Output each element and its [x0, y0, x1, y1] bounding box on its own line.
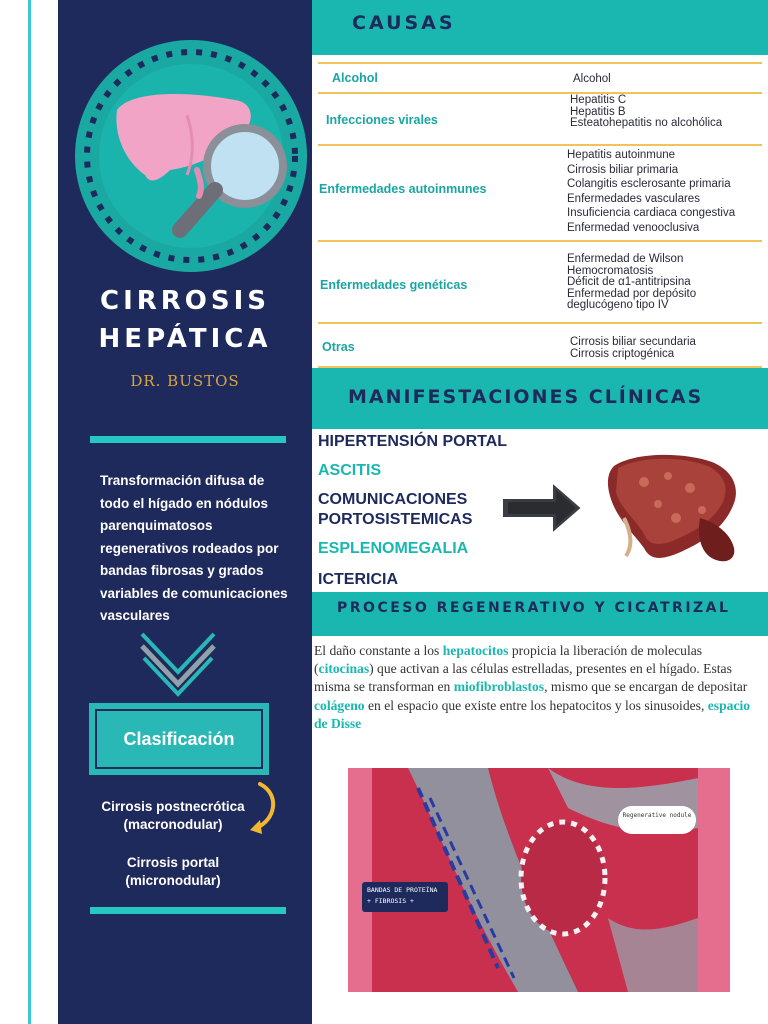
manifestaciones-title: MANIFESTACIONES CLÍNICAS: [348, 386, 704, 408]
definition-text: Transformación difusa de todo el hígado en nódulos parenquimatosos regenerativos rodeados por bandas fibrosas y grados variables de comunicaciones vasculares: [100, 473, 288, 623]
histology-texture: [348, 768, 730, 992]
cause-detail: Hepatitis C: [570, 94, 627, 106]
highlight-citocinas: citocinas: [318, 661, 370, 677]
classification-type-postnecrotic: [78, 798, 268, 834]
cause-other: Otras: [322, 340, 355, 354]
proceso-title: PROCESO REGENERATIVO Y CICATRIZAL: [337, 600, 731, 616]
title-line-2: HEPÁTICA: [98, 324, 272, 354]
cause-detail: Enfermedades vasculares: [567, 192, 700, 205]
proceso-paragraph: [314, 642, 760, 733]
table-divider: [318, 92, 762, 94]
liver-logo: [75, 40, 307, 272]
type-name: Cirrosis portal: [126, 855, 220, 870]
table-divider: [318, 322, 762, 324]
arrow-right-icon: [498, 478, 586, 538]
paragraph-text: en el espacio que existe entre los hepatocitos y los sinusoides,: [364, 697, 708, 713]
cause-detail: Enfermedad venooclusiva: [567, 221, 700, 234]
cause-detail: Déficit de α1-antitripsina: [567, 276, 691, 288]
chevron-down-icon: [138, 628, 218, 698]
classification-type-portal: [78, 854, 268, 890]
cause-detail: Cirrosis biliar secundaria: [570, 336, 696, 348]
table-divider: [318, 144, 762, 146]
sidebar: [58, 0, 312, 1024]
manif-portosystemic: PORTOSISTEMICAS: [318, 511, 473, 528]
highlight-espacio-disse: espacio de Disse: [314, 697, 751, 731]
cause-details-other: [570, 337, 696, 360]
paragraph-text: , mismo que se encargan de depositar: [544, 679, 748, 695]
cause-detail: Hepatitis B: [570, 105, 626, 118]
table-divider: [318, 240, 762, 242]
cause-detail: Colangitis esclerosante primaria: [567, 178, 731, 191]
causas-title: CAUSAS: [352, 12, 456, 34]
cause-details-viral: [570, 95, 722, 130]
highlight-miofibroblastos: miofibroblastos: [453, 679, 545, 695]
cause-alcohol: Alcohol: [332, 71, 378, 85]
cause-detail: Enfermedad por depósito: [567, 287, 697, 300]
cause-viral: Infecciones virales: [326, 113, 438, 127]
left-edge-line: [28, 0, 31, 1024]
highlight-hepatocitos: hepatocitos: [442, 643, 509, 658]
cause-detail: Hepatitis autoinmune: [567, 149, 676, 161]
title-line-1: CIRROSIS: [99, 286, 271, 316]
cause-detail: Alcohol: [573, 73, 611, 85]
cause-detail: Cirrosis biliar primaria: [567, 163, 679, 176]
cause-autoimmune: Enfermedades autoinmunes: [319, 182, 487, 196]
cause-genetic: Enfermedades genéticas: [320, 278, 468, 292]
cirrhotic-liver-photo: [604, 448, 746, 566]
histology-label-nodule: Regenerative nodule: [618, 806, 696, 834]
manif-portal-hypertension: HIPERTENSIÓN PORTAL: [318, 433, 508, 450]
cause-detail: deglucógeno tipo IV: [567, 299, 669, 311]
paragraph-text: ) que activan a las células estrelladas, presentes en el hígado. Estas misma se transforman en: [314, 661, 732, 695]
type-subtitle: (micronodular): [125, 873, 221, 888]
table-divider: [318, 62, 762, 64]
cause-details-genetic: [567, 254, 696, 312]
liver-magnifier-icon: [75, 40, 307, 272]
cause-detail: Hemocromatosis: [567, 264, 654, 277]
divider-top: [90, 436, 286, 443]
paragraph-text: propicia la liberación de moleculas (: [314, 643, 703, 677]
cause-detail: Enfermedad de Wilson: [567, 253, 684, 265]
cause-detail: Esteatohepatitis no alcohólica: [570, 117, 723, 129]
divider-bottom: [90, 907, 286, 914]
histology-label-fibrosis: BANDAS DE PROTEÍNA + FIBROSIS +: [362, 882, 448, 912]
highlight-colageno: colágeno: [314, 697, 365, 713]
type-name: Cirrosis postnecrótica: [101, 799, 245, 814]
cause-details-autoimmune: [567, 148, 735, 236]
manif-ascites: ASCITIS: [318, 462, 382, 479]
causas-header: [312, 0, 768, 55]
type-subtitle: (macronodular): [123, 817, 223, 832]
manif-jaundice: ICTERICIA: [318, 571, 398, 588]
author: DR. BUSTOS: [130, 372, 240, 390]
manif-communications: COMUNICACIONES: [318, 491, 468, 508]
paragraph-text: El daño constante a los: [314, 643, 443, 658]
classification-box: [89, 703, 269, 775]
manif-splenomegaly: ESPLENOMEGALIA: [318, 540, 469, 557]
proceso-header: [312, 592, 768, 636]
histology-image: [348, 768, 730, 992]
cause-detail: Insuficiencia cardiaca congestiva: [567, 207, 736, 220]
classification-label: Clasificación: [95, 709, 263, 769]
cause-detail: Cirrosis criptogénica: [570, 347, 675, 360]
manifestaciones-header: [312, 368, 768, 429]
